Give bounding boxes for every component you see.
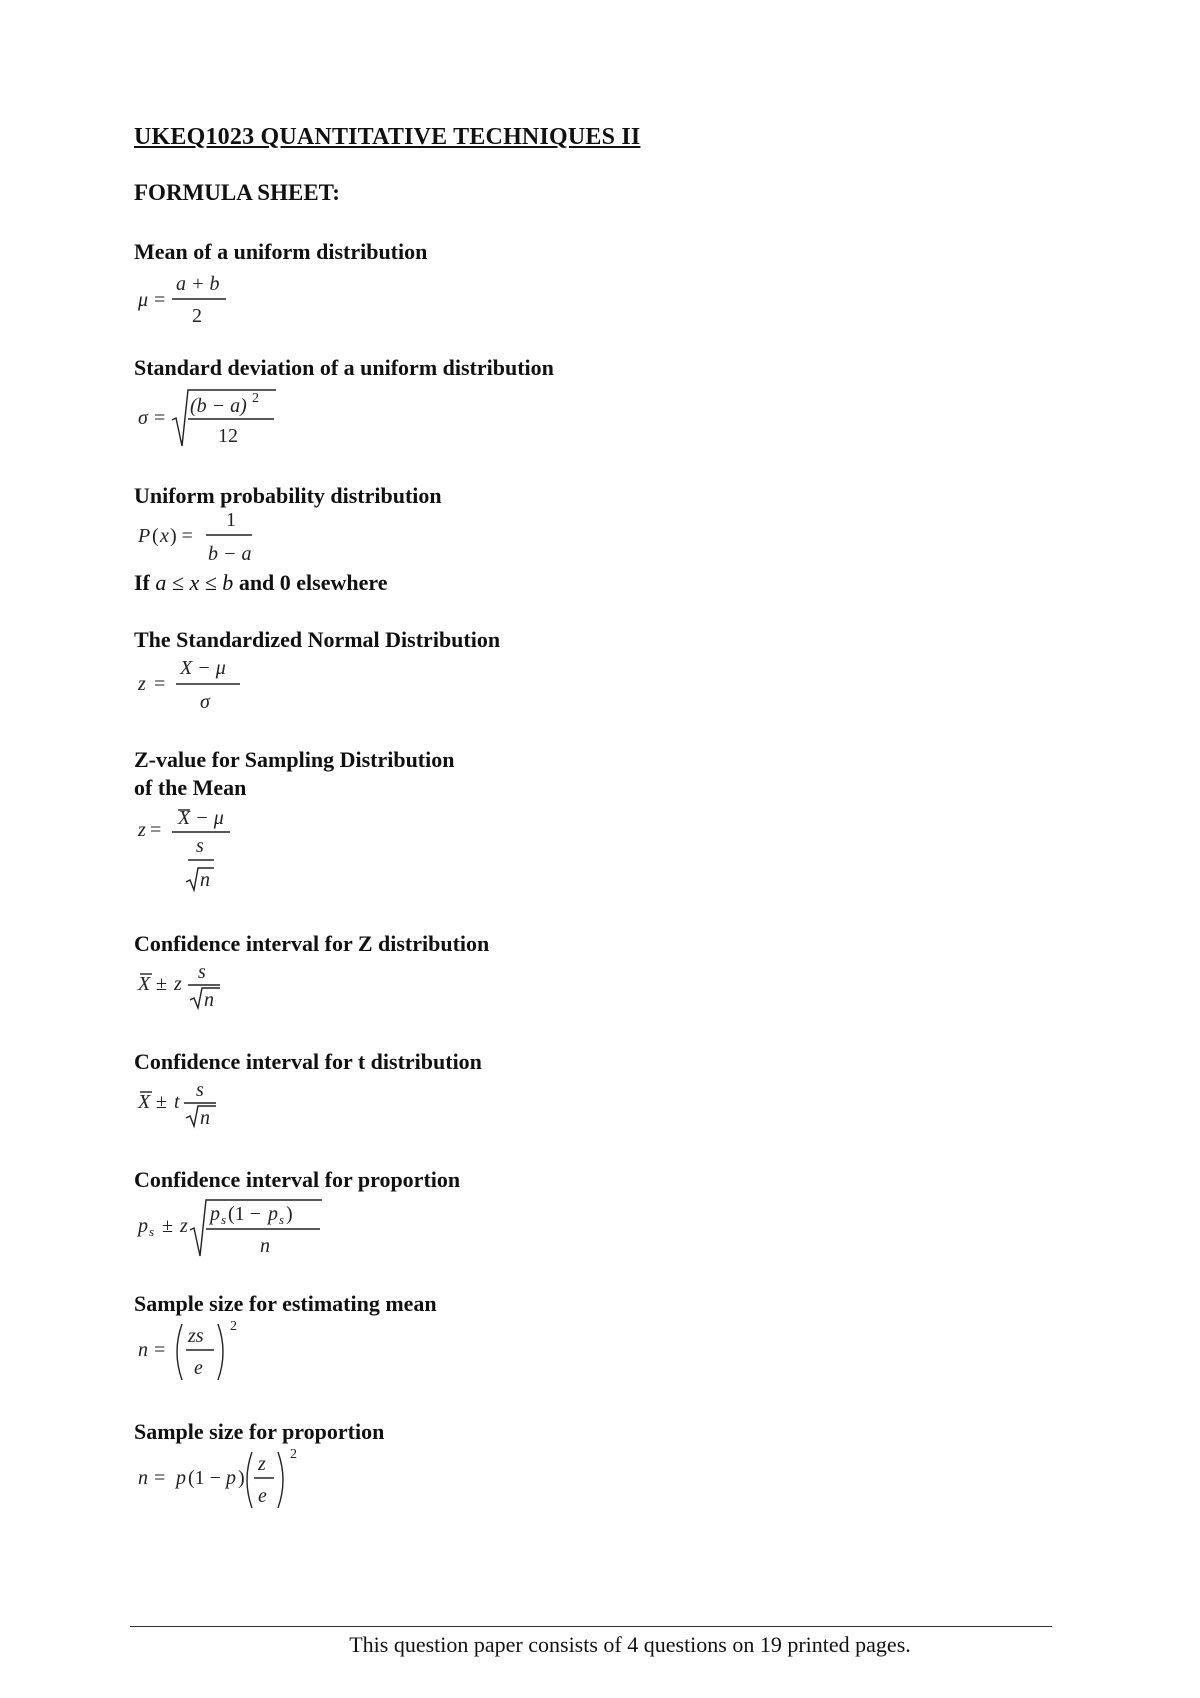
formula-uniform-mean bbox=[134, 270, 244, 330]
svg-text:p: p bbox=[176, 1467, 186, 1489]
svg-text:zs: zs bbox=[188, 1325, 204, 1347]
svg-text:12: 12 bbox=[218, 425, 238, 447]
svg-text:(: ( bbox=[152, 525, 159, 547]
svg-text:s: s bbox=[196, 1079, 204, 1101]
svg-text:X: X bbox=[138, 1091, 151, 1113]
svg-text:X − μ: X − μ bbox=[178, 807, 224, 829]
section-heading-ci-z: Confidence interval for Z distribution bbox=[134, 931, 490, 956]
svg-text:(1 −: (1 − bbox=[228, 1203, 261, 1225]
svg-text:a + b: a + b bbox=[176, 273, 220, 295]
formula-sample-size-proportion bbox=[134, 1446, 334, 1512]
svg-text:): ) bbox=[238, 1467, 245, 1489]
svg-text:2: 2 bbox=[290, 1447, 297, 1462]
formula-ci-t bbox=[134, 1078, 244, 1138]
svg-text:p: p bbox=[138, 1215, 148, 1237]
svg-text:z: z bbox=[180, 1215, 188, 1237]
svg-text:2: 2 bbox=[230, 1319, 237, 1334]
svg-text:=: = bbox=[154, 673, 166, 695]
section-heading-z-sampling: Z-value for Sampling Distribution bbox=[134, 747, 455, 772]
svg-text:x: x bbox=[160, 525, 169, 547]
svg-text:(1 −: (1 − bbox=[188, 1467, 221, 1489]
svg-text:±: ± bbox=[156, 1091, 167, 1113]
svg-text:n: n bbox=[260, 1235, 270, 1257]
section-heading-ci-t: Confidence interval for t distribution bbox=[134, 1049, 482, 1074]
svg-text:z: z bbox=[174, 973, 182, 995]
formula-uniform-probability bbox=[134, 509, 274, 568]
svg-text:e: e bbox=[258, 1485, 267, 1507]
svg-text:p: p bbox=[268, 1203, 278, 1225]
svg-text:z: z bbox=[138, 673, 146, 695]
svg-text:μ: μ bbox=[138, 289, 149, 311]
svg-text:=: = bbox=[154, 289, 166, 311]
section-heading-z-sampling-line2: of the Mean bbox=[134, 775, 247, 800]
svg-text:s: s bbox=[149, 1224, 155, 1239]
svg-text:σ: σ bbox=[200, 691, 210, 713]
svg-text:n: n bbox=[200, 869, 210, 891]
svg-text:2: 2 bbox=[192, 305, 202, 327]
formula-ci-proportion bbox=[134, 1196, 334, 1260]
svg-text:X: X bbox=[138, 973, 151, 995]
section-heading-standardized-normal: The Standardized Normal Distribution bbox=[134, 627, 501, 652]
svg-text:) =: ) = bbox=[170, 525, 193, 547]
svg-text:s: s bbox=[221, 1212, 227, 1227]
condition-prefix: If bbox=[134, 570, 150, 595]
formula-sample-size-mean bbox=[134, 1318, 254, 1384]
footer-divider bbox=[130, 1626, 1052, 1627]
uniform-condition bbox=[134, 570, 388, 596]
svg-text:p: p bbox=[210, 1203, 220, 1225]
svg-text:(b − a): (b − a) bbox=[190, 395, 247, 417]
svg-text:s: s bbox=[279, 1212, 285, 1227]
svg-text:n: n bbox=[204, 989, 214, 1011]
condition-suffix: and 0 elsewhere bbox=[238, 570, 388, 595]
formula-uniform-sd bbox=[134, 386, 284, 450]
svg-text:p: p bbox=[226, 1467, 236, 1489]
svg-text:=: = bbox=[154, 1467, 166, 1489]
course-title: UKEQ1023 QUANTITATIVE TECHNIQUES II bbox=[134, 124, 641, 150]
section-heading-sample-size-proportion: Sample size for proportion bbox=[134, 1419, 385, 1444]
svg-text:1: 1 bbox=[226, 509, 236, 531]
section-heading-sample-size-mean: Sample size for estimating mean bbox=[134, 1291, 437, 1316]
section-heading-ci-proportion: Confidence interval for proportion bbox=[134, 1167, 461, 1192]
svg-text:e: e bbox=[194, 1357, 203, 1379]
formula-ci-z bbox=[134, 960, 244, 1020]
svg-text:=: = bbox=[154, 407, 166, 429]
svg-text:σ: σ bbox=[138, 407, 148, 429]
svg-text:P: P bbox=[138, 525, 151, 547]
svg-text:z: z bbox=[258, 1453, 266, 1475]
formula-z-sampling bbox=[134, 806, 254, 902]
section-heading-uniform-sd: Standard deviation of a uniform distribution bbox=[134, 355, 554, 380]
section-heading-uniform-mean: Mean of a uniform distribution bbox=[134, 239, 428, 264]
svg-text:s: s bbox=[198, 961, 206, 983]
svg-text:n: n bbox=[138, 1339, 148, 1361]
svg-text:s: s bbox=[196, 835, 204, 857]
svg-text:±: ± bbox=[162, 1215, 173, 1237]
svg-text:±: ± bbox=[156, 973, 167, 995]
svg-text:b − a: b − a bbox=[208, 543, 252, 565]
svg-text:=: = bbox=[154, 1339, 166, 1361]
svg-text:t: t bbox=[174, 1091, 180, 1113]
svg-text:n: n bbox=[200, 1107, 210, 1129]
section-heading-uniform-probability: Uniform probability distribution bbox=[134, 483, 442, 508]
sheet-title: FORMULA SHEET: bbox=[134, 180, 340, 205]
footer-page-note: This question paper consists of 4 questions on 19 printed pages. bbox=[349, 1632, 911, 1657]
svg-text:X − μ: X − μ bbox=[180, 657, 226, 679]
svg-text:): ) bbox=[286, 1203, 293, 1225]
svg-text:z: z bbox=[138, 819, 146, 841]
svg-text:2: 2 bbox=[252, 391, 259, 406]
svg-text:n: n bbox=[138, 1467, 148, 1489]
formula-standardized-normal bbox=[134, 656, 254, 716]
svg-text:=: = bbox=[150, 819, 162, 841]
condition-math: a ≤ x ≤ b bbox=[155, 570, 234, 595]
